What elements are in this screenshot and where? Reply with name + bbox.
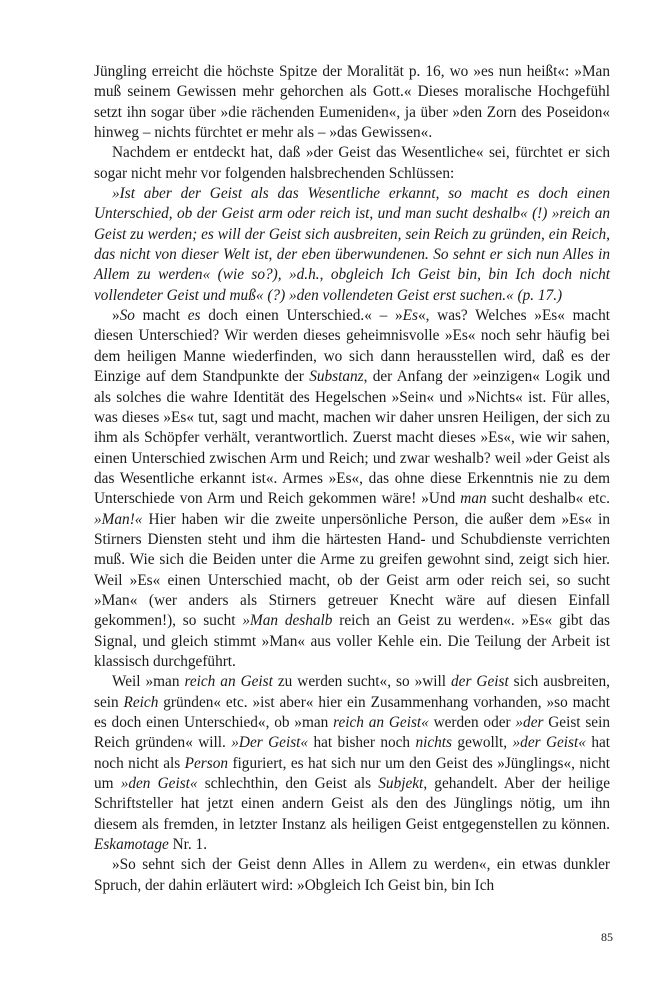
- italic-text-run: Substanz: [309, 368, 364, 386]
- page-number: 85: [601, 930, 613, 944]
- text-run: Nr. 1.: [168, 836, 208, 854]
- italic-text-run: »der Geist«: [512, 734, 586, 752]
- text-run: Geist sein Reich gründen« will.: [94, 714, 610, 752]
- text-run: , der Anfang der »einzigen« Logik und als solches die wahre Identität des Hegelschen »Sein« und »Nichts« ist. Für alles, was dieses »Es« tut, sagt und macht, machen wir daher unsren Heiligen, der sich zu ihm als Schöpfer verhält, verantwortlich. Zuerst macht dieses »Es«, wie wir sahen, einen Unterschied zwischen Arm und Reich; und zwar weshalb? weil »der Geist als das Wesentliche erkannt ist«. Armes »Es«, das ohne diese Erkenntnis nie zu dem Unterschiede von Arm und Reich gekommen wäre! »Und: [94, 368, 611, 508]
- text-run: Hier haben wir die zweite unpersönliche Person, die außer dem »Es« in Stirners Diensten steht und ihm die härtesten Hand- und Schubdienste verrichten muß. Wie sich die Beiden unter die Arme zu greifen gewohnt sind, zeigt sich hier. Weil »Es« einen Unterschied macht, ob der Geist arm oder reich sei, so sucht »Man« (wer anders als Stirners getreuer Knecht wäre auf diesen Einfall gekommen!), so sucht: [94, 510, 610, 630]
- text-run: sich ausbreiten, sein: [94, 673, 610, 711]
- italic-text-run: So: [119, 307, 135, 325]
- text-run: Jüngling erreicht die höchste Spitze der Moralität p. 16, wo »es nun heißt«: »Man muß seinem Gewissen mehr gehorchen als Gott.« Dieses moralische Hochgefühl setzt ihn sogar über »die rächenden Eumeniden«, ja über »den Zorn des Poseidon« hinweg – nichts fürchtet er mehr als – »das Gewissen«.: [94, 63, 610, 142]
- text-run: »: [112, 307, 120, 325]
- italic-text-run: reich an Geist«: [333, 714, 429, 731]
- italic-text-run: Subjekt: [378, 775, 424, 793]
- italic-text-run: nichts: [415, 734, 453, 752]
- italic-text-run: »Man!«: [94, 510, 143, 528]
- italic-text-run: es: [187, 307, 201, 325]
- italic-text-run: reich an Geist: [184, 673, 273, 691]
- italic-text-run: der Geist: [451, 673, 509, 691]
- italic-text-run: »Der Geist«: [231, 734, 309, 752]
- paragraph: [94, 672, 610, 855]
- text-run: schlechthin, den Geist als: [197, 775, 379, 793]
- italic-text-run: Reich: [123, 693, 159, 711]
- text-run: macht: [134, 307, 188, 325]
- text-run: Nachdem er entdeckt hat, daß »der Geist das Wesentliche« sei, fürchtet er sich sogar nicht mehr vor folgenden halsbrechenden Schlüssen:: [94, 144, 610, 182]
- page-body: [94, 62, 610, 896]
- italic-text-run: man: [460, 490, 487, 508]
- italic-text-run: Es: [402, 307, 418, 325]
- text-run: Weil »man: [112, 673, 185, 691]
- paragraph: [94, 62, 610, 143]
- paragraph: [94, 184, 610, 306]
- text-run: doch einen Unterschied.« – »: [200, 307, 403, 325]
- paragraph: [94, 306, 610, 672]
- paragraph: [94, 855, 610, 896]
- text-run: »So sehnt sich der Geist denn Alles in Allem zu werden«, ein etwas dunkler Spruch, der dahin erläutert wird: »Obgleich Ich Geist bin, bin Ich: [94, 856, 610, 894]
- text-run: «, was? Welches »Es« macht diesen Unterschied? Wir werden dieses geheimnisvolle »Es« noch sehr häufig bei dem heiligen Manne wiederfinden, wo sich dann herausstellen wird, daß es der Einzige auf dem Standpunkte der: [94, 307, 610, 386]
- text-run: gewollt,: [452, 734, 513, 752]
- text-run: zu werden sucht«, so »will: [272, 673, 452, 691]
- text-run: reich an Geist zu werden«. »Es« gibt das Signal, und gleich stimmt »Man« aus voller Kehle ein. Die Teilung der Arbeit ist klassisch durchgeführt.: [94, 612, 610, 670]
- text-run: sucht deshalb« etc.: [486, 490, 610, 508]
- text-run: hat bisher noch: [308, 734, 416, 752]
- italic-text-run: Eskamotage: [94, 836, 169, 854]
- italic-text-run: Person: [184, 754, 228, 772]
- paragraph: [94, 143, 610, 184]
- text-run: gründen« etc. »ist aber« hier ein Zusammenhang vorhanden, »so macht es doch einen Unterschied«, ob »man: [94, 693, 610, 731]
- italic-text-run: »Man deshalb: [242, 612, 333, 630]
- italic-text-run: »den Geist«: [120, 775, 198, 793]
- italic-text-run: »der: [515, 714, 544, 731]
- text-run: hat noch nicht als: [94, 734, 611, 772]
- text-run: werden oder: [428, 714, 516, 731]
- text-run: »Ist aber der Geist als das Wesentliche erkannt, so macht es doch einen Unterschied, ob der Geist arm oder reich ist, und man sucht deshalb« (!) »reich an Geist zu werden; es will der Geist sich ausbreiten, sein Reich zu gründen, ein Reich, das nicht von dieser Welt ist, der eben überwundenen. So sehnt er sich nun Alles in Allem zu werden« (wie so?), »d.h., obgleich Ich Geist bin, bin Ich doch nicht vollendeter Geist und muß« (?) »den vollendeten Geist erst suchen.« (p. 17.): [94, 185, 610, 304]
- text-run: figuriert, es hat sich nur um den Geist des »Jünglings«, nicht um: [94, 754, 610, 793]
- text-run: , gehandelt. Aber der heilige Schriftsteller hat jetzt einen andern Geist als den des Jünglings nötig, um ihn diesem als fremden, in letzter Instanz als heiligen Geist entgegenstellen zu können.: [94, 775, 610, 833]
